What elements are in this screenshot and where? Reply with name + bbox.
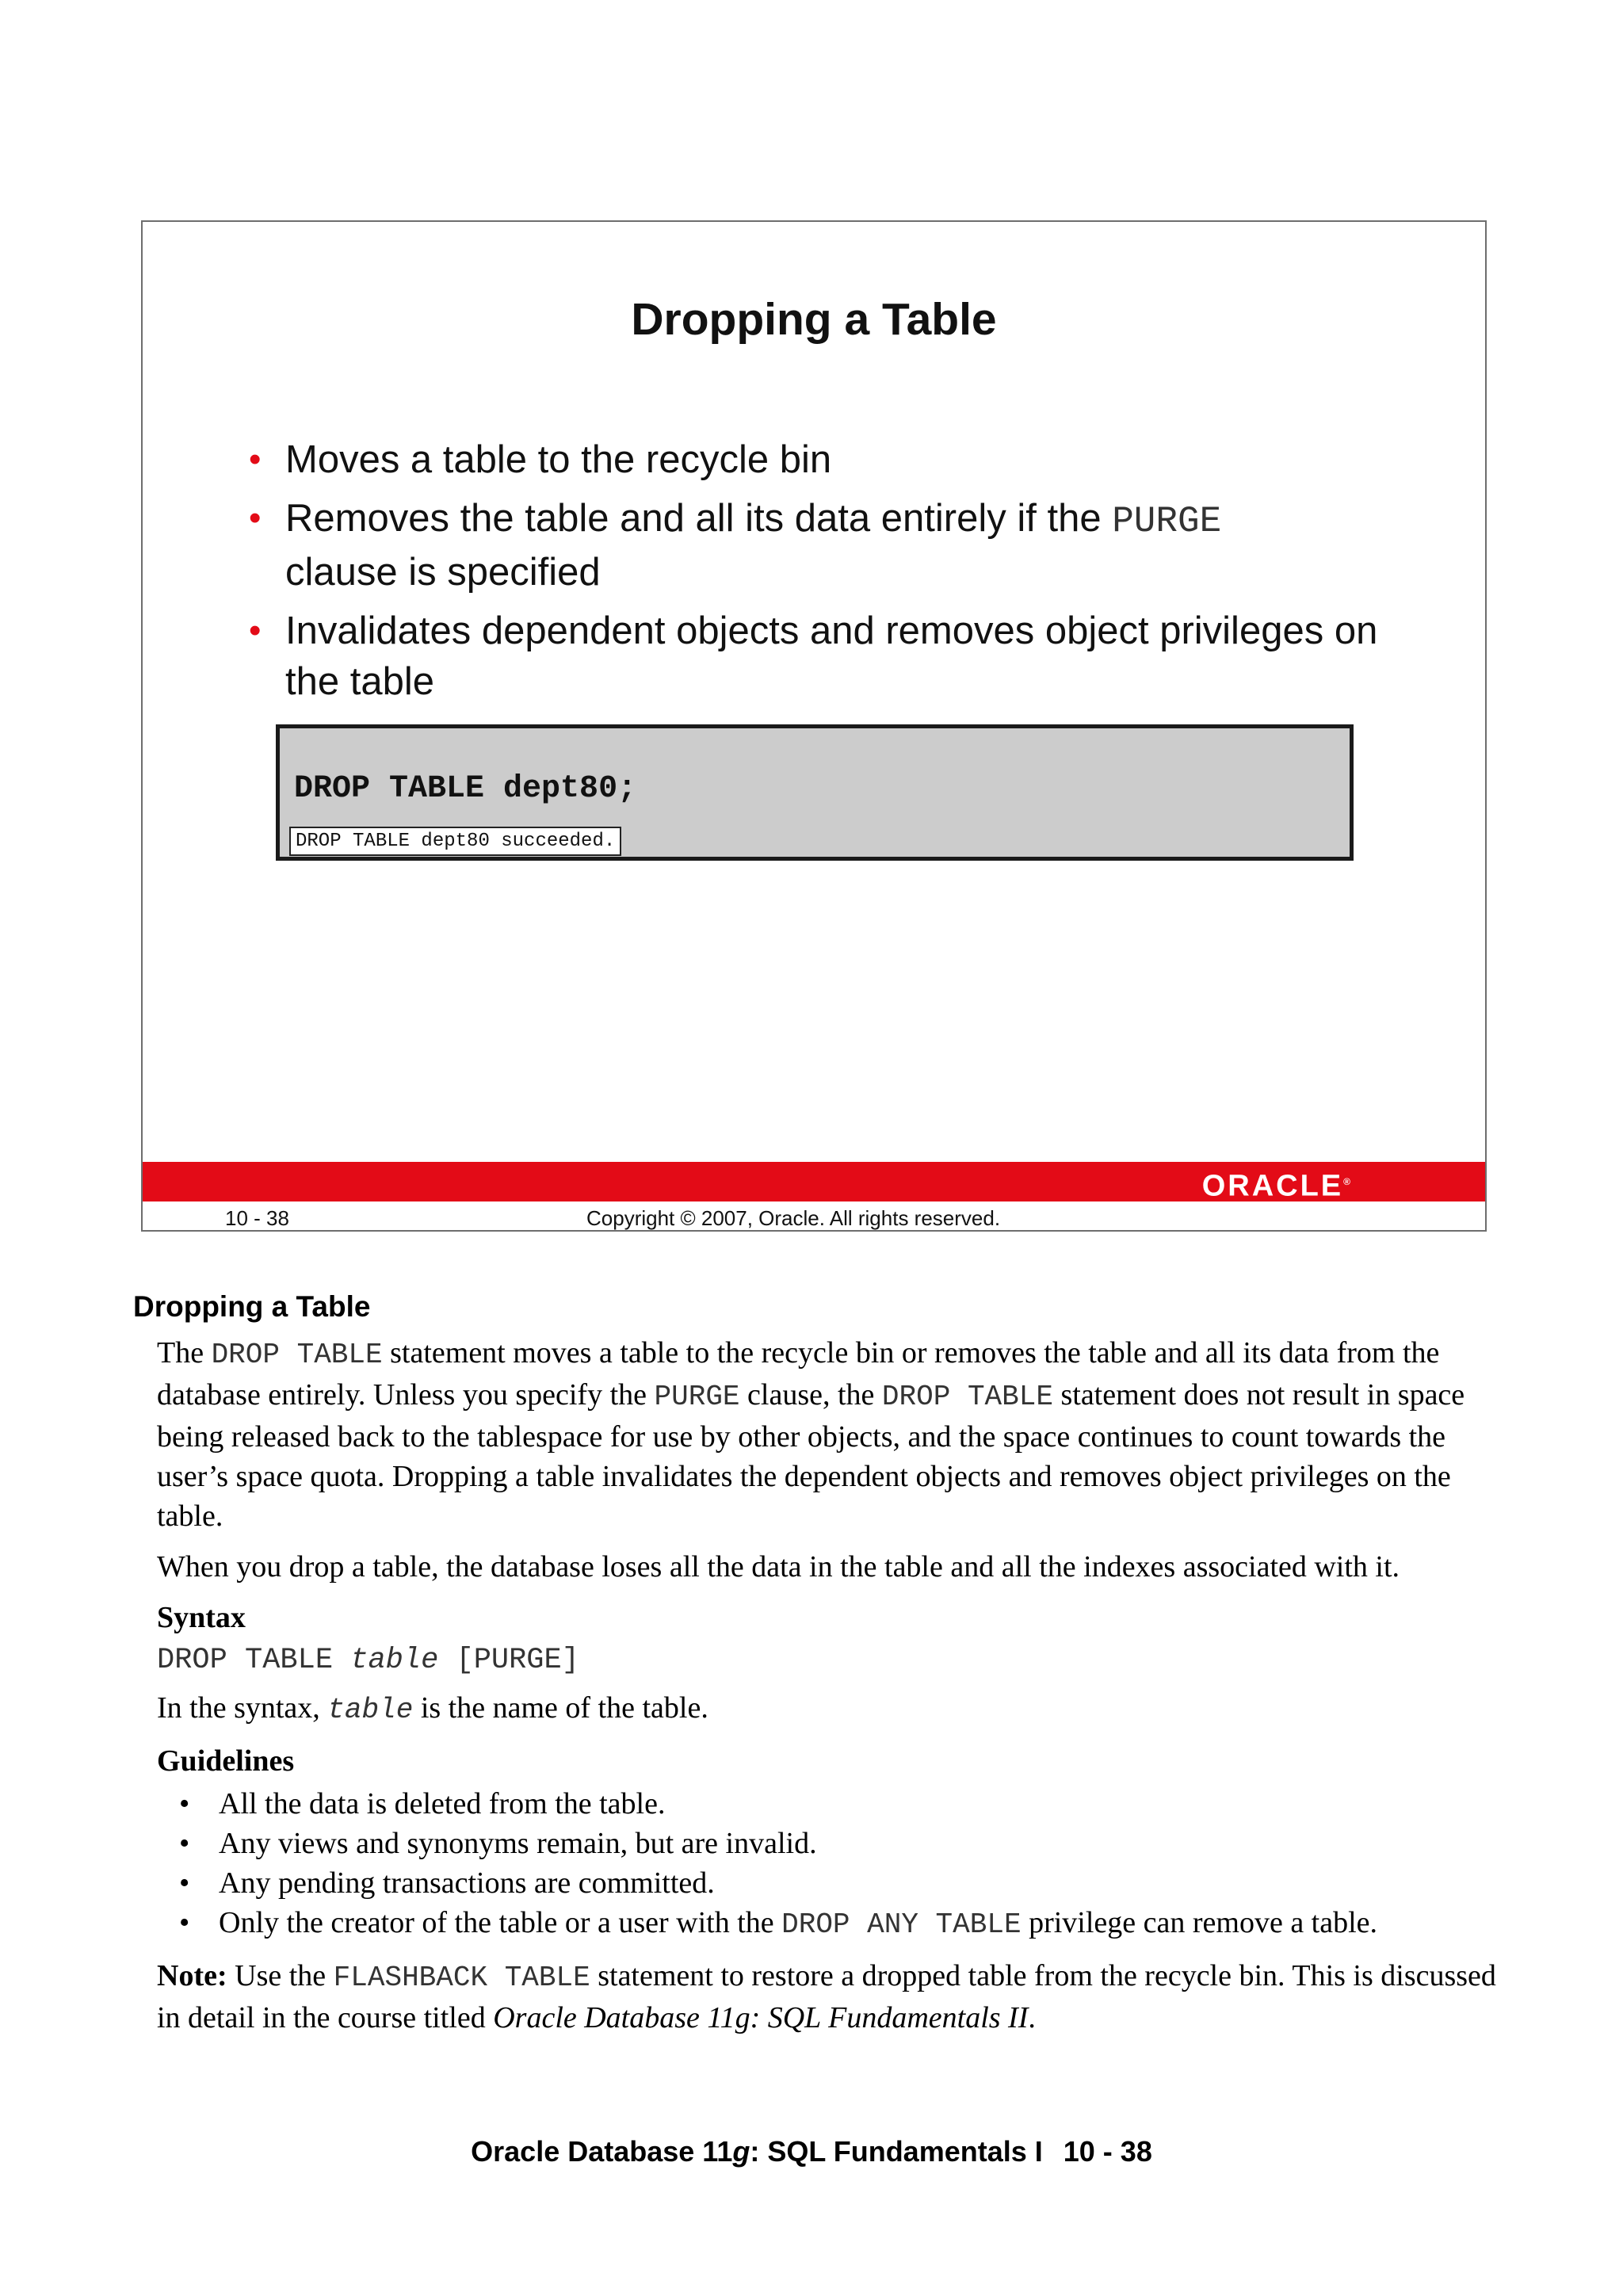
bullet-icon: •	[249, 440, 262, 479]
sql-result-message: DROP TABLE dept80 succeeded.	[289, 827, 621, 856]
slide	[141, 220, 1487, 1232]
notes-heading: Dropping a Table	[133, 1290, 371, 1323]
bullet-text: Removes the table and all its data entirely if the	[285, 497, 1113, 540]
slide-bullet-list	[247, 434, 1420, 715]
code-example-box	[276, 724, 1354, 861]
bullet-text: Moves a table to the recycle bin	[285, 438, 832, 481]
notes-paragraph: When you drop a table, the database loses all the data in the table and all the indexes associated with it.	[157, 1550, 1400, 1584]
registered-mark: ®	[1343, 1176, 1350, 1187]
note-paragraph: Note: Use the FLASHBACK TABLE statement to restore a dropped table from the recycle bin. This is discussed in detail in the course titled Oracle Database 11g: SQL Fundamentals II.	[157, 1959, 1496, 2034]
guidelines-heading: Guidelines	[157, 1744, 295, 1778]
bullet-icon: •	[249, 611, 262, 650]
slide-bullet	[247, 434, 1420, 485]
course-title: Oracle Database 11g: SQL Fundamentals II	[493, 2001, 1029, 2034]
guideline-item: • All the data is deleted from the table.	[157, 1784, 1514, 1824]
purge-keyword: PURGE	[1112, 501, 1222, 542]
guideline-item: • Any views and synonyms remain, but are invalid.	[157, 1824, 1514, 1863]
syntax-heading: Syntax	[157, 1601, 246, 1634]
syntax-variable: table	[350, 1644, 439, 1677]
inline-code: DROP TABLE	[881, 1381, 1053, 1413]
syntax-statement: DROP TABLE table [PURGE]	[157, 1644, 579, 1677]
oracle-logo	[1201, 1168, 1350, 1203]
inline-code: DROP ANY TABLE	[781, 1908, 1022, 1941]
inline-code: FLASHBACK TABLE	[333, 1962, 590, 1994]
notes-paragraph: The DROP TABLE statement moves a table to the recycle bin or removes the table and all its data from the database entirely. Unless you specify the PURGE clause, the DROP TABLE statement does not result in space being released back to the tablespace for use by other objects, and the space continues to count towards the user’s space quota. Dropping a table invalidates the dependent objects and removes object privileges on the table.	[157, 1336, 1465, 1533]
slide-number: 10 - 38	[225, 1206, 289, 1230]
slide-title: Dropping a Table	[631, 294, 997, 345]
inline-code: DROP TABLE	[211, 1339, 383, 1371]
slide-bullet	[247, 606, 1420, 707]
copyright-notice: Copyright © 2007, Oracle. All rights reserved.	[586, 1206, 1001, 1230]
bullet-text-cont: clause is specified	[285, 551, 601, 594]
page-footer: Oracle Database 11g: SQL Fundamentals I 10 - 38	[471, 2135, 1152, 2168]
guideline-item: • Any pending transactions are committed.	[157, 1863, 1514, 1903]
guidelines-list	[157, 1784, 1514, 1945]
syntax-description: In the syntax, table is the name of the table.	[157, 1691, 708, 1726]
note-label: Note:	[157, 1959, 227, 1992]
slide-footer	[143, 1201, 1485, 1232]
bullet-text: Invalidates dependent objects and removes object privileges on the table	[285, 609, 1378, 703]
inline-code: PURGE	[654, 1381, 740, 1413]
sql-command: DROP TABLE dept80;	[294, 771, 637, 807]
inline-code: table	[327, 1694, 414, 1726]
slide-bullet	[247, 493, 1420, 598]
notes-body	[157, 1333, 1514, 2049]
guideline-item: • Only the creator of the table or a user with the DROP ANY TABLE privilege can remove a table.	[157, 1903, 1514, 1945]
bullet-icon: •	[249, 499, 262, 537]
oracle-logo-text: ORACLE	[1201, 1169, 1344, 1203]
footer-red-band	[143, 1162, 1485, 1201]
page-number: 10 - 38	[1063, 2135, 1152, 2168]
